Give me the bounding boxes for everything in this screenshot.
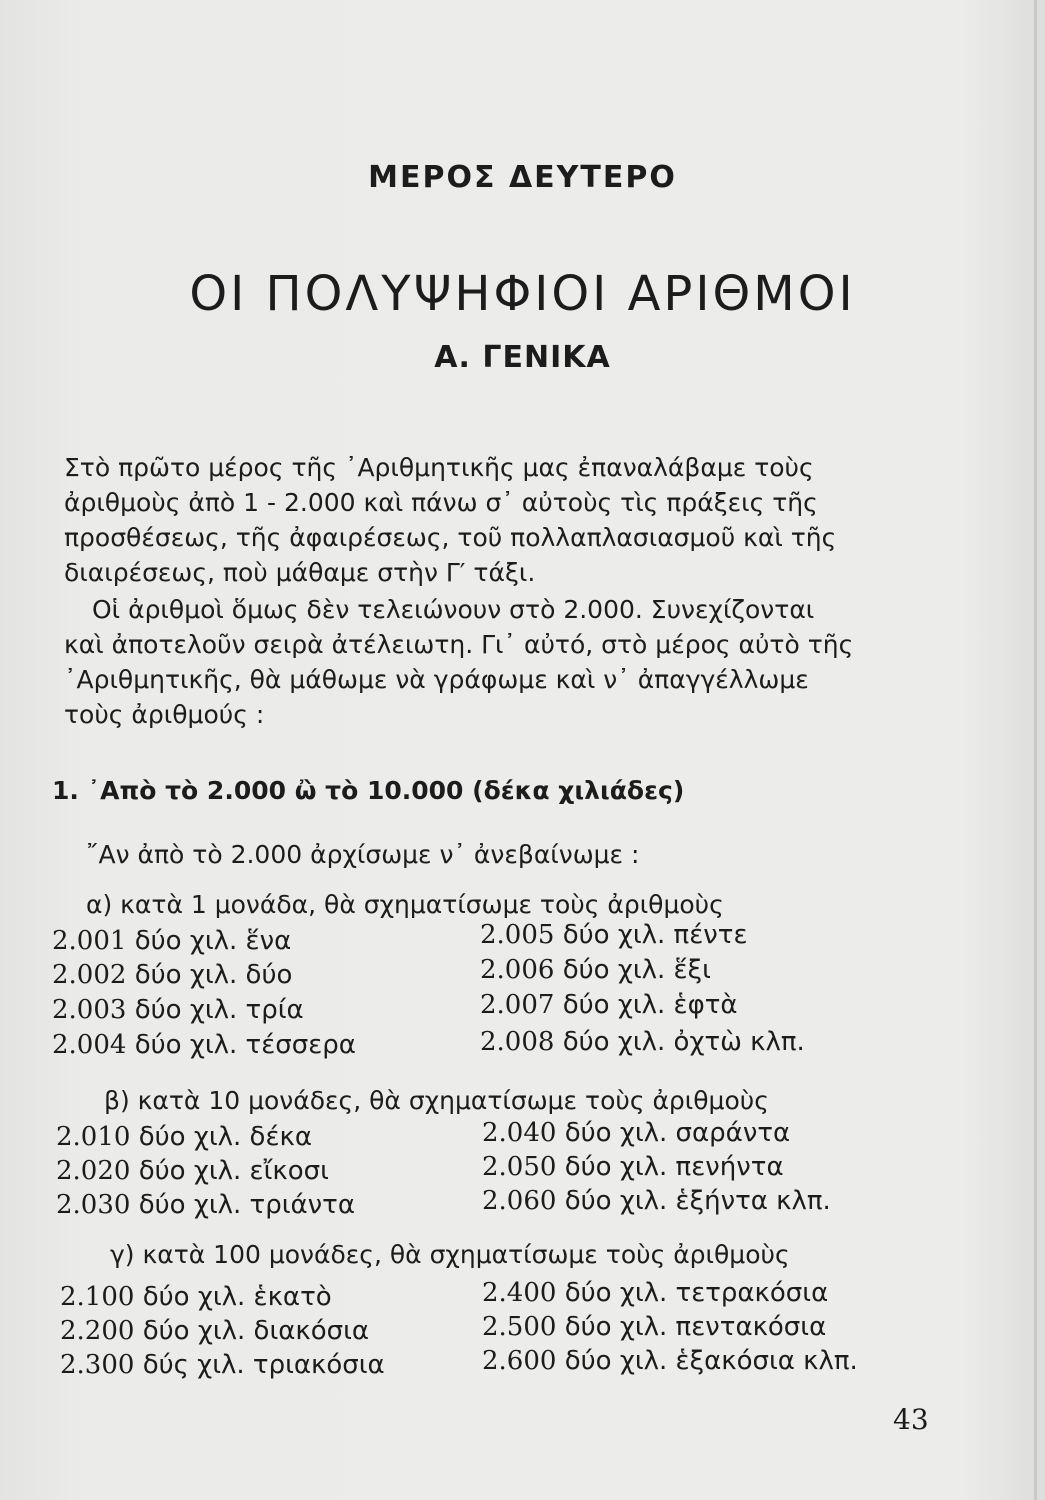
subsection-heading: 1. ᾽Απὸ τὸ 2.000 ὢ τὸ 10.000 (δέκα χιλιάδες) bbox=[52, 776, 685, 805]
text-line: ᾽Αριθμητικῆς, θὰ μάθωμε νὰ γράφωμε καὶ ν᾽ ἀπαγγέλλωμε bbox=[64, 665, 809, 694]
list-item: 2.005 δύο χιλ. πέντε bbox=[480, 920, 748, 950]
list-item: 2.007 δύο χιλ. ἑφτὰ bbox=[480, 990, 738, 1020]
list-item: 2.400 δύο χιλ. τετρακόσια bbox=[482, 1278, 829, 1308]
case-b-label: β) κατὰ 10 μονάδες, θὰ σχηματίσωμε τοὺς ἀριθμοὺς bbox=[104, 1086, 769, 1115]
list-item: 2.002 δύο χιλ. δύο bbox=[52, 960, 293, 990]
section-title: Α. ΓΕΝΙΚΑ bbox=[434, 340, 611, 375]
list-item: 2.004 δύο χιλ. τέσσερα bbox=[52, 1030, 356, 1060]
case-a-label: α) κατὰ 1 μονάδα, θὰ σχηματίσωμε τοὺς ἀριθμοὺς bbox=[86, 890, 724, 919]
text-line: Στὸ πρῶτο μέρος τῆς ᾽Αριθμητικῆς μας ἐπαναλάβαμε τοὺς bbox=[64, 453, 814, 482]
list-item: 2.060 δύο χιλ. ἑξήντα κλπ. bbox=[482, 1186, 831, 1216]
list-item: 2.003 δύο χιλ. τρία bbox=[52, 995, 304, 1025]
paragraph-1 bbox=[64, 450, 924, 590]
case-c-label: γ) κατὰ 100 μονάδες, θὰ σχηματίσωμε τοὺς ἀριθμοὺς bbox=[110, 1240, 790, 1269]
list-item: 2.300 δύς χιλ. τριακόσια bbox=[60, 1350, 385, 1380]
part-title: ΜΕΡΟΣ ΔΕΥΤΕΡΟ bbox=[368, 160, 677, 195]
list-item: 2.030 δύο χιλ. τριάντα bbox=[56, 1190, 355, 1220]
text-line: τοὺς ἀριθμούς : bbox=[64, 700, 265, 729]
text-line: καὶ ἀποτελοῦν σειρὰ ἀτέλειωτη. Γι᾽ αὐτό, στὸ μέρος αὐτὸ τῆς bbox=[64, 630, 854, 659]
text-line: προσθέσεως, τῆς ἀφαιρέσεως, τοῦ πολλαπλασιασμοῦ καὶ τῆς bbox=[64, 523, 837, 552]
list-item: 2.006 δύο χιλ. ἕξι bbox=[480, 955, 711, 985]
list-item: 2.050 δύο χιλ. πενήντα bbox=[482, 1152, 784, 1182]
paragraph-2 bbox=[64, 592, 924, 732]
list-item: 2.020 δύο χιλ. εἴκοσι bbox=[56, 1156, 329, 1186]
page-edge bbox=[1034, 0, 1037, 1500]
list-item: 2.008 δύο χιλ. ὀχτὼ κλπ. bbox=[480, 1027, 805, 1057]
list-item: 2.200 δύο χιλ. διακόσια bbox=[60, 1316, 370, 1346]
text-line: διαιρέσεως, ποὺ μάθαμε στὴν Γ′ τάξι. bbox=[64, 558, 536, 587]
list-item: 2.600 δύο χιλ. ἑξακόσια κλπ. bbox=[482, 1346, 858, 1376]
text-line: Οἱ ἀριθμοὶ ὅμως δὲν τελειώνουν στὸ 2.000. Συνεχίζονται bbox=[92, 595, 815, 624]
intro-line: ῎Αν ἀπὸ τὸ 2.000 ἀρχίσωμε ν᾽ ἀνεβαίνωμε : bbox=[86, 840, 640, 869]
list-item: 2.010 δύο χιλ. δέκα bbox=[56, 1122, 312, 1152]
text-line: ἀριθμοὺς ἀπὸ 1 - 2.000 καὶ πάνω σ᾽ αὐτοὺς τὶς πράξεις τῆς bbox=[64, 488, 818, 517]
list-item: 2.001 δύο χιλ. ἕνα bbox=[52, 926, 292, 956]
page-number: 43 bbox=[893, 1403, 929, 1436]
list-item: 2.500 δύο χιλ. πεντακόσια bbox=[482, 1312, 827, 1342]
chapter-title: ΟΙ ΠΟΛΥΨΗΦΙΟΙ ΑΡΙΘΜΟΙ bbox=[189, 266, 856, 322]
list-item: 2.100 δύο χιλ. ἑκατὸ bbox=[60, 1282, 332, 1312]
list-item: 2.040 δύο χιλ. σαράντα bbox=[482, 1118, 791, 1148]
